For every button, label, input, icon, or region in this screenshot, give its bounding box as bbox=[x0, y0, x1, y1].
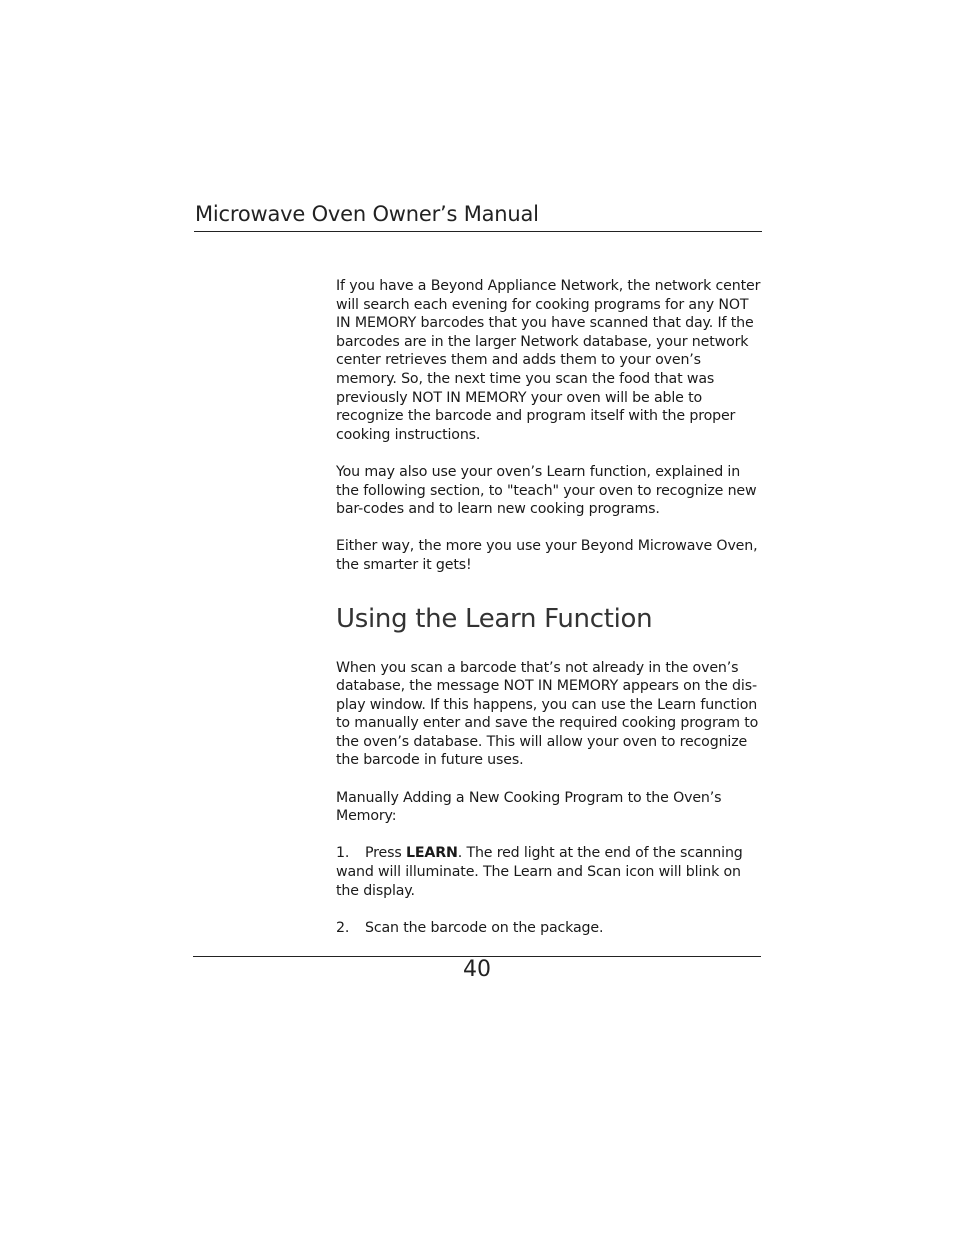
running-header-title: Microwave Oven Owner’s Manual bbox=[195, 202, 539, 226]
paragraph-smarter: Either way, the more you use your Beyond Microwave Oven, the smarter it gets! bbox=[336, 538, 758, 573]
step-1 bbox=[336, 844, 764, 900]
step-1-text: . The red light at the end of the scanning wand will illuminate. The Learn and Scan icon will blink on the display. bbox=[336, 845, 743, 899]
paragraph-network-center: If you have a Beyond Appliance Network, the network center will search each evening for cooking programs for any NOT IN MEMORY barcodes that you have scanned that day. If the barcodes are in the larger Network database, your network center retrieves them and adds them to your oven’s memory. So, the next time you scan the food that was previously NOT IN MEMORY your oven will be able to recognize the barcode and program itself with the proper cooking instructions. bbox=[336, 278, 761, 443]
page-number: 40 bbox=[463, 957, 491, 982]
step-1-number: 1. bbox=[336, 845, 350, 862]
header-rule bbox=[194, 231, 762, 232]
paragraph-not-in-memory: When you scan a barcode that’s not already in the oven’s database, the message NOT IN MEMORY appears on the dis-play window. If this happens, you can use the Learn function to manually enter and save the required cooking program to the oven’s database. This will allow your oven to recognize the barcode in future uses. bbox=[336, 659, 759, 769]
body-column bbox=[336, 277, 764, 956]
step-2-number: 2. bbox=[336, 919, 350, 936]
section-heading-learn-function: Using the Learn Function bbox=[336, 603, 653, 634]
step-2-text: Scan the barcode on the package. bbox=[365, 919, 604, 936]
paragraph-manual-adding: Manually Adding a New Cooking Program to the Oven’s Memory: bbox=[336, 789, 722, 825]
step-1-prefix: Press bbox=[365, 845, 406, 862]
step-1-learn-key: LEARN bbox=[405, 845, 458, 862]
step-2 bbox=[336, 919, 764, 938]
paragraph-learn-function-intro: You may also use your oven’s Learn function, explained in the following section, to "teach" your oven to recognize new bar-codes and to learn new cooking programs. bbox=[336, 463, 757, 518]
